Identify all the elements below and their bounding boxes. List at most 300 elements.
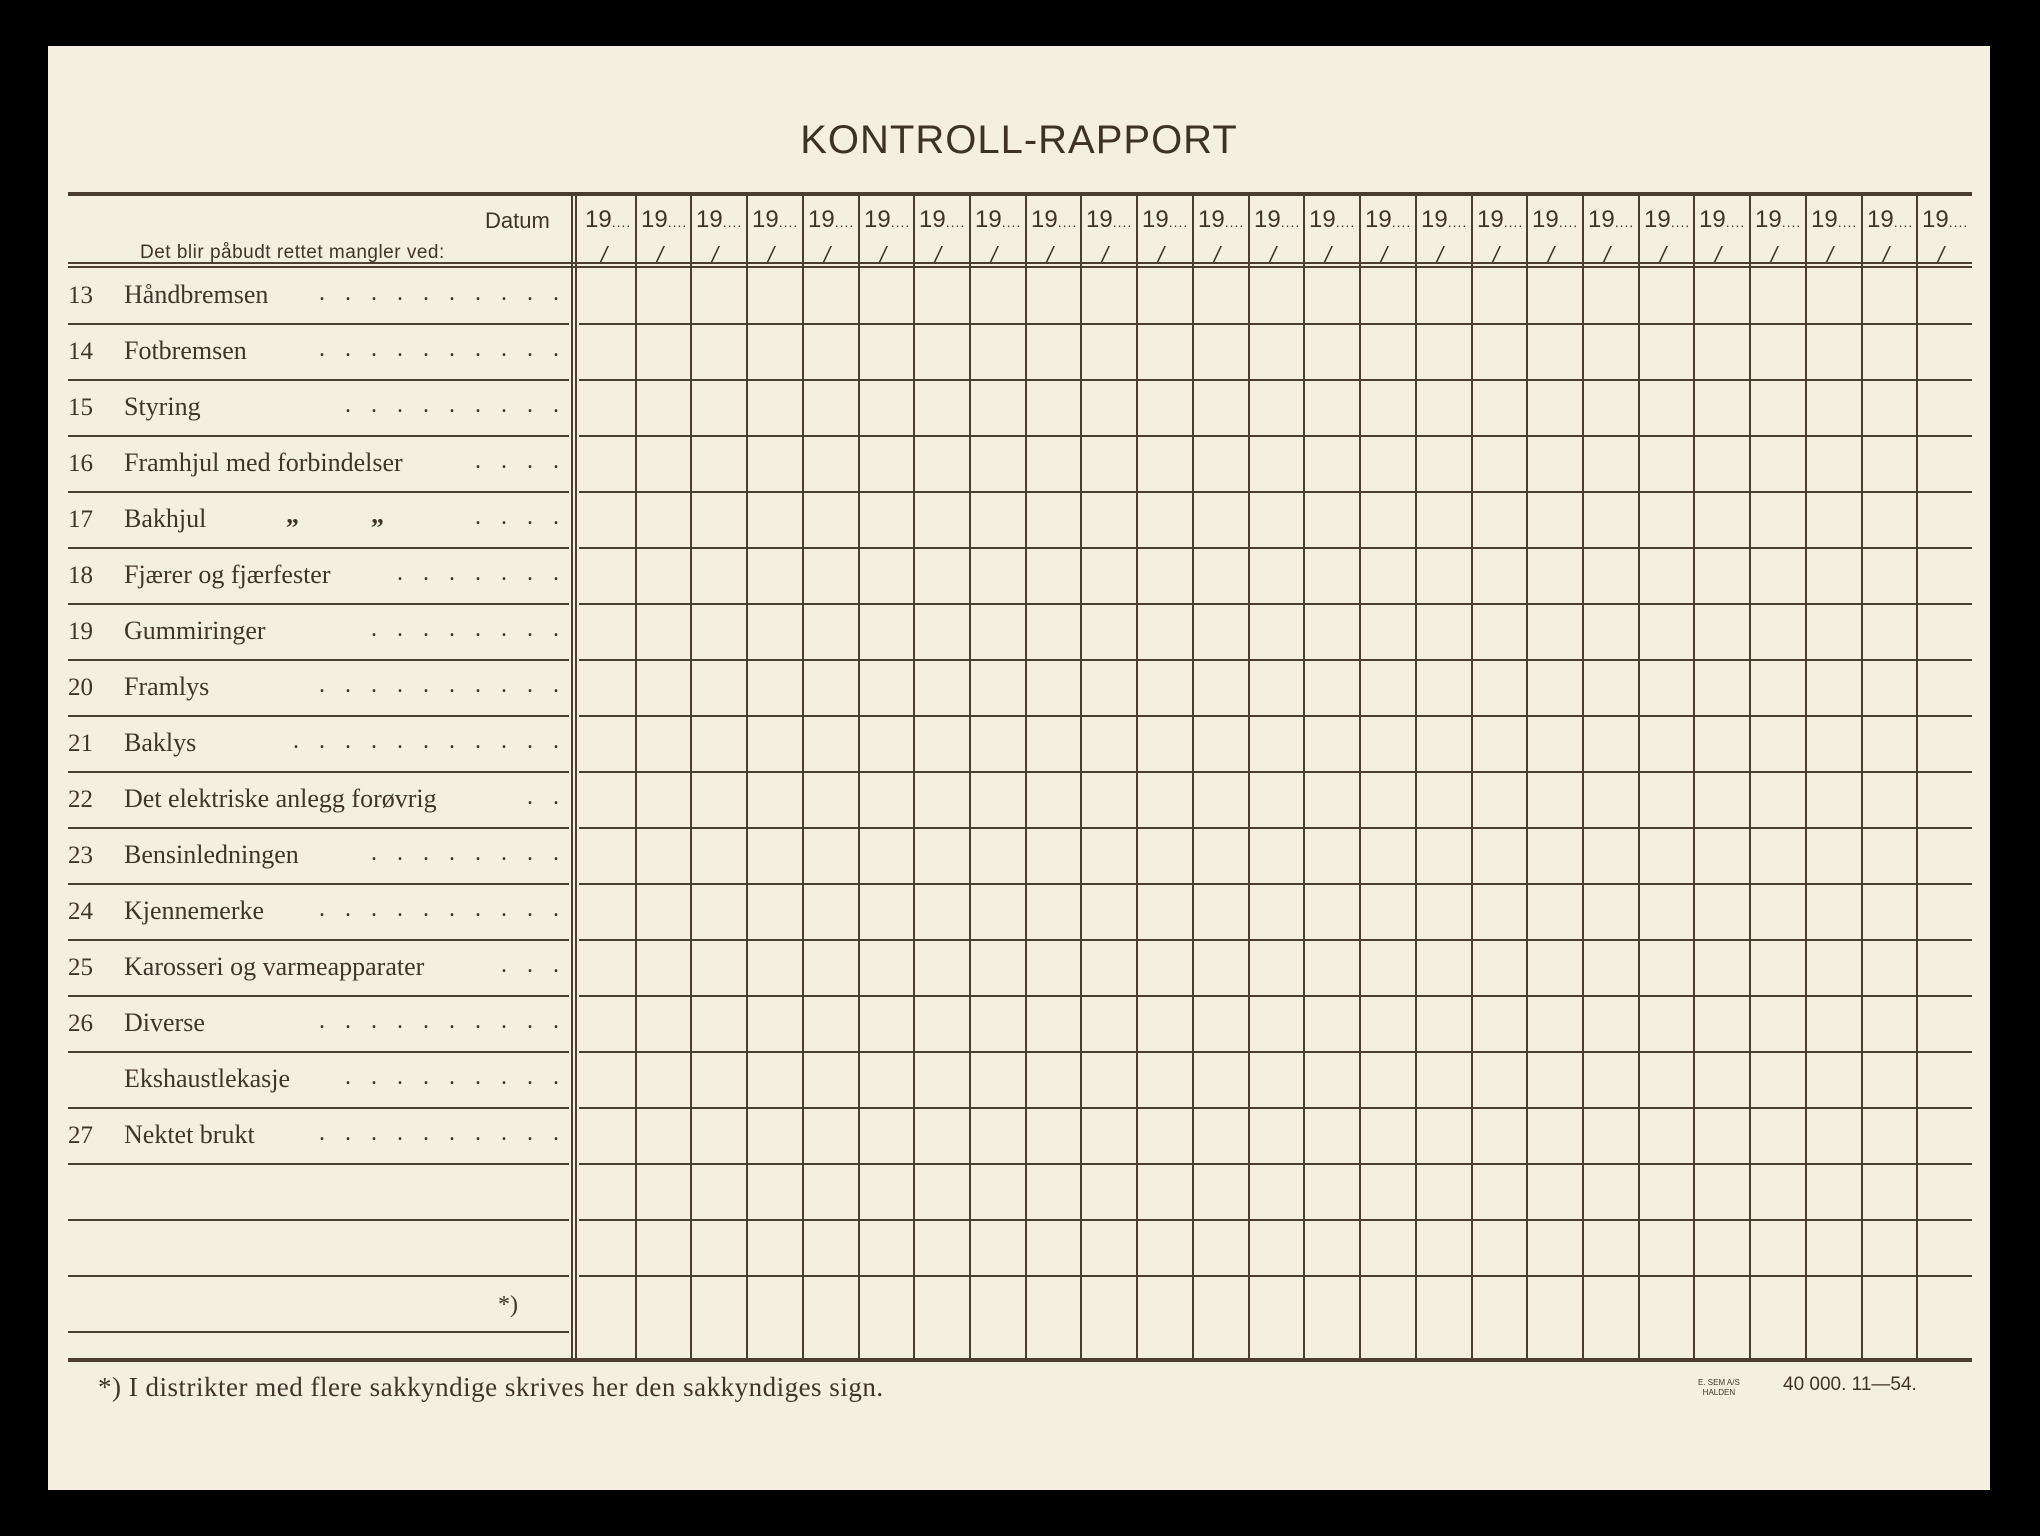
grid-cell[interactable] — [1751, 886, 1803, 938]
grid-cell[interactable] — [581, 326, 633, 378]
grid-cell[interactable] — [915, 382, 967, 434]
grid-cell[interactable] — [1695, 326, 1747, 378]
grid-cell[interactable] — [915, 494, 967, 546]
grid-cell[interactable] — [1361, 606, 1413, 658]
grid-cell[interactable] — [1082, 830, 1134, 882]
grid-cell[interactable] — [1417, 606, 1469, 658]
grid-cell[interactable] — [915, 1278, 967, 1330]
grid-cell[interactable] — [1194, 774, 1246, 826]
grid-cell[interactable] — [581, 886, 633, 938]
grid-cell[interactable] — [1305, 382, 1357, 434]
grid-cell[interactable] — [1027, 1110, 1079, 1162]
grid-cell[interactable] — [1194, 942, 1246, 994]
grid-cell[interactable] — [1138, 438, 1190, 490]
grid-cell[interactable] — [1584, 998, 1636, 1050]
grid-cell[interactable] — [1863, 270, 1915, 322]
grid-cell[interactable] — [1305, 774, 1357, 826]
grid-cell[interactable] — [1027, 270, 1079, 322]
grid-cell[interactable] — [915, 326, 967, 378]
grid-cell[interactable] — [748, 438, 800, 490]
grid-cell[interactable] — [1863, 606, 1915, 658]
grid-cell[interactable] — [1584, 886, 1636, 938]
grid-cell[interactable] — [1751, 1278, 1803, 1330]
grid-cell[interactable] — [1082, 662, 1134, 714]
grid-cell[interactable] — [1305, 606, 1357, 658]
grid-cell[interactable] — [804, 942, 856, 994]
grid-cell[interactable] — [1138, 494, 1190, 546]
grid-cell[interactable] — [1918, 438, 1970, 490]
grid-cell[interactable] — [1417, 382, 1469, 434]
grid-cell[interactable] — [637, 774, 689, 826]
grid-cell[interactable] — [1027, 606, 1079, 658]
grid-cell[interactable] — [1305, 830, 1357, 882]
grid-cell[interactable] — [1138, 718, 1190, 770]
grid-cell[interactable] — [1305, 1222, 1357, 1274]
grid-cell[interactable] — [1584, 326, 1636, 378]
grid-cell[interactable] — [915, 830, 967, 882]
grid-cell[interactable] — [915, 942, 967, 994]
grid-cell[interactable] — [1584, 494, 1636, 546]
grid-cell[interactable] — [581, 1222, 633, 1274]
grid-cell[interactable] — [1918, 326, 1970, 378]
grid-cell[interactable] — [1473, 550, 1525, 602]
grid-cell[interactable] — [1695, 382, 1747, 434]
grid-cell[interactable] — [804, 606, 856, 658]
grid-cell[interactable] — [1473, 662, 1525, 714]
grid-cell[interactable] — [1528, 1110, 1580, 1162]
grid-cell[interactable] — [1082, 1054, 1134, 1106]
grid-cell[interactable] — [581, 830, 633, 882]
grid-cell[interactable] — [1361, 1222, 1413, 1274]
grid-cell[interactable] — [915, 606, 967, 658]
grid-cell[interactable] — [1863, 718, 1915, 770]
grid-cell[interactable] — [1751, 438, 1803, 490]
grid-cell[interactable] — [1305, 886, 1357, 938]
grid-cell[interactable] — [1584, 718, 1636, 770]
grid-cell[interactable] — [1082, 886, 1134, 938]
grid-cell[interactable] — [1751, 270, 1803, 322]
grid-cell[interactable] — [1417, 942, 1469, 994]
grid-cell[interactable] — [860, 270, 912, 322]
grid-cell[interactable] — [692, 550, 744, 602]
grid-cell[interactable] — [1027, 662, 1079, 714]
grid-cell[interactable] — [1417, 774, 1469, 826]
grid-cell[interactable] — [1473, 326, 1525, 378]
grid-cell[interactable] — [1417, 886, 1469, 938]
grid-cell[interactable] — [1027, 550, 1079, 602]
grid-cell[interactable] — [1640, 1110, 1692, 1162]
grid-cell[interactable] — [1027, 886, 1079, 938]
grid-cell[interactable] — [1528, 942, 1580, 994]
grid-cell[interactable] — [1640, 718, 1692, 770]
grid-cell[interactable] — [1417, 270, 1469, 322]
grid-cell[interactable] — [692, 998, 744, 1050]
grid-cell[interactable] — [1250, 1110, 1302, 1162]
grid-cell[interactable] — [1305, 438, 1357, 490]
grid-cell[interactable] — [804, 438, 856, 490]
grid-cell[interactable] — [1751, 326, 1803, 378]
grid-cell[interactable] — [748, 662, 800, 714]
grid-cell[interactable] — [1473, 494, 1525, 546]
grid-cell[interactable] — [1082, 998, 1134, 1050]
grid-cell[interactable] — [581, 606, 633, 658]
grid-cell[interactable] — [1138, 998, 1190, 1050]
grid-cell[interactable] — [637, 550, 689, 602]
grid-cell[interactable] — [1361, 998, 1413, 1050]
grid-cell[interactable] — [1695, 942, 1747, 994]
grid-cell[interactable] — [1250, 662, 1302, 714]
grid-cell[interactable] — [692, 830, 744, 882]
grid-cell[interactable] — [860, 1222, 912, 1274]
grid-cell[interactable] — [1528, 326, 1580, 378]
grid-cell[interactable] — [1751, 662, 1803, 714]
grid-cell[interactable] — [1807, 326, 1859, 378]
grid-cell[interactable] — [804, 830, 856, 882]
grid-cell[interactable] — [1361, 382, 1413, 434]
grid-cell[interactable] — [748, 942, 800, 994]
grid-cell[interactable] — [1528, 774, 1580, 826]
grid-cell[interactable] — [1640, 662, 1692, 714]
grid-cell[interactable] — [1194, 550, 1246, 602]
grid-cell[interactable] — [1695, 886, 1747, 938]
grid-cell[interactable] — [1473, 774, 1525, 826]
grid-cell[interactable] — [971, 942, 1023, 994]
grid-cell[interactable] — [637, 1278, 689, 1330]
grid-cell[interactable] — [637, 886, 689, 938]
grid-cell[interactable] — [581, 1110, 633, 1162]
grid-cell[interactable] — [1361, 774, 1413, 826]
grid-cell[interactable] — [637, 942, 689, 994]
grid-cell[interactable] — [1640, 774, 1692, 826]
grid-cell[interactable] — [915, 550, 967, 602]
grid-cell[interactable] — [1082, 774, 1134, 826]
grid-cell[interactable] — [1918, 1278, 1970, 1330]
grid-cell[interactable] — [1194, 1110, 1246, 1162]
grid-cell[interactable] — [1695, 774, 1747, 826]
grid-cell[interactable] — [1807, 662, 1859, 714]
grid-cell[interactable] — [1695, 1110, 1747, 1162]
grid-cell[interactable] — [1751, 1110, 1803, 1162]
grid-cell[interactable] — [1751, 998, 1803, 1050]
grid-cell[interactable] — [1695, 830, 1747, 882]
grid-cell[interactable] — [692, 270, 744, 322]
grid-cell[interactable] — [748, 550, 800, 602]
grid-cell[interactable] — [1863, 662, 1915, 714]
grid-cell[interactable] — [1640, 438, 1692, 490]
grid-cell[interactable] — [1584, 830, 1636, 882]
grid-cell[interactable] — [1305, 1054, 1357, 1106]
grid-cell[interactable] — [915, 270, 967, 322]
grid-cell[interactable] — [1417, 998, 1469, 1050]
grid-cell[interactable] — [1695, 1166, 1747, 1218]
grid-cell[interactable] — [1194, 886, 1246, 938]
grid-cell[interactable] — [1473, 886, 1525, 938]
grid-cell[interactable] — [1027, 942, 1079, 994]
grid-cell[interactable] — [1584, 270, 1636, 322]
grid-cell[interactable] — [1807, 1166, 1859, 1218]
grid-cell[interactable] — [1528, 886, 1580, 938]
grid-cell[interactable] — [1584, 1278, 1636, 1330]
grid-cell[interactable] — [860, 1054, 912, 1106]
grid-cell[interactable] — [1138, 270, 1190, 322]
grid-cell[interactable] — [637, 270, 689, 322]
grid-cell[interactable] — [1807, 886, 1859, 938]
grid-cell[interactable] — [581, 550, 633, 602]
grid-cell[interactable] — [1863, 1222, 1915, 1274]
grid-cell[interactable] — [692, 1222, 744, 1274]
grid-cell[interactable] — [804, 774, 856, 826]
grid-cell[interactable] — [1918, 662, 1970, 714]
grid-cell[interactable] — [860, 550, 912, 602]
grid-cell[interactable] — [1640, 606, 1692, 658]
grid-cell[interactable] — [1807, 998, 1859, 1050]
grid-cell[interactable] — [1751, 1222, 1803, 1274]
grid-cell[interactable] — [637, 830, 689, 882]
grid-cell[interactable] — [1027, 1166, 1079, 1218]
grid-cell[interactable] — [1250, 494, 1302, 546]
grid-cell[interactable] — [1138, 1110, 1190, 1162]
grid-cell[interactable] — [1863, 886, 1915, 938]
grid-cell[interactable] — [1082, 718, 1134, 770]
grid-cell[interactable] — [860, 326, 912, 378]
grid-cell[interactable] — [1863, 326, 1915, 378]
grid-cell[interactable] — [1250, 550, 1302, 602]
grid-cell[interactable] — [581, 382, 633, 434]
grid-cell[interactable] — [915, 662, 967, 714]
grid-cell[interactable] — [1528, 1054, 1580, 1106]
grid-cell[interactable] — [1082, 326, 1134, 378]
grid-cell[interactable] — [1138, 1278, 1190, 1330]
grid-cell[interactable] — [1250, 1222, 1302, 1274]
grid-cell[interactable] — [1250, 942, 1302, 994]
grid-cell[interactable] — [1138, 606, 1190, 658]
grid-cell[interactable] — [1695, 494, 1747, 546]
grid-cell[interactable] — [1918, 1222, 1970, 1274]
grid-cell[interactable] — [971, 774, 1023, 826]
grid-cell[interactable] — [692, 662, 744, 714]
grid-cell[interactable] — [1473, 1278, 1525, 1330]
grid-cell[interactable] — [804, 998, 856, 1050]
grid-cell[interactable] — [1584, 382, 1636, 434]
grid-cell[interactable] — [1194, 1278, 1246, 1330]
grid-cell[interactable] — [637, 662, 689, 714]
grid-cell[interactable] — [1584, 1222, 1636, 1274]
grid-cell[interactable] — [1528, 1166, 1580, 1218]
grid-cell[interactable] — [1807, 1054, 1859, 1106]
grid-cell[interactable] — [1918, 886, 1970, 938]
grid-cell[interactable] — [1361, 326, 1413, 378]
grid-cell[interactable] — [1250, 1054, 1302, 1106]
grid-cell[interactable] — [1473, 1166, 1525, 1218]
grid-cell[interactable] — [1027, 774, 1079, 826]
grid-cell[interactable] — [915, 1166, 967, 1218]
grid-cell[interactable] — [860, 1166, 912, 1218]
grid-cell[interactable] — [915, 1222, 967, 1274]
grid-cell[interactable] — [1528, 718, 1580, 770]
grid-cell[interactable] — [1082, 606, 1134, 658]
grid-cell[interactable] — [1584, 774, 1636, 826]
grid-cell[interactable] — [1250, 438, 1302, 490]
grid-cell[interactable] — [1250, 998, 1302, 1050]
grid-cell[interactable] — [1138, 1166, 1190, 1218]
grid-cell[interactable] — [1528, 550, 1580, 602]
grid-cell[interactable] — [581, 1054, 633, 1106]
grid-cell[interactable] — [637, 718, 689, 770]
grid-cell[interactable] — [1695, 606, 1747, 658]
grid-cell[interactable] — [1361, 550, 1413, 602]
grid-cell[interactable] — [1640, 998, 1692, 1050]
grid-cell[interactable] — [1138, 774, 1190, 826]
grid-cell[interactable] — [1863, 998, 1915, 1050]
grid-cell[interactable] — [1305, 998, 1357, 1050]
grid-cell[interactable] — [804, 382, 856, 434]
grid-cell[interactable] — [692, 942, 744, 994]
grid-cell[interactable] — [692, 774, 744, 826]
grid-cell[interactable] — [860, 942, 912, 994]
grid-cell[interactable] — [1528, 1278, 1580, 1330]
grid-cell[interactable] — [971, 326, 1023, 378]
grid-cell[interactable] — [692, 886, 744, 938]
grid-cell[interactable] — [1863, 1278, 1915, 1330]
grid-cell[interactable] — [637, 606, 689, 658]
grid-cell[interactable] — [692, 326, 744, 378]
grid-cell[interactable] — [637, 494, 689, 546]
grid-cell[interactable] — [1194, 1222, 1246, 1274]
grid-cell[interactable] — [1584, 606, 1636, 658]
grid-cell[interactable] — [637, 1222, 689, 1274]
grid-cell[interactable] — [581, 662, 633, 714]
grid-cell[interactable] — [1027, 1278, 1079, 1330]
grid-cell[interactable] — [1417, 1054, 1469, 1106]
grid-cell[interactable] — [1640, 326, 1692, 378]
grid-cell[interactable] — [1250, 382, 1302, 434]
grid-cell[interactable] — [971, 886, 1023, 938]
grid-cell[interactable] — [581, 1278, 633, 1330]
grid-cell[interactable] — [915, 438, 967, 490]
grid-cell[interactable] — [637, 382, 689, 434]
grid-cell[interactable] — [1863, 1110, 1915, 1162]
grid-cell[interactable] — [1138, 1222, 1190, 1274]
grid-cell[interactable] — [1807, 494, 1859, 546]
grid-cell[interactable] — [1640, 382, 1692, 434]
grid-cell[interactable] — [1194, 830, 1246, 882]
grid-cell[interactable] — [1751, 830, 1803, 882]
grid-cell[interactable] — [971, 1166, 1023, 1218]
grid-cell[interactable] — [1695, 662, 1747, 714]
grid-cell[interactable] — [1361, 662, 1413, 714]
grid-cell[interactable] — [1194, 382, 1246, 434]
grid-cell[interactable] — [1863, 550, 1915, 602]
grid-cell[interactable] — [1528, 270, 1580, 322]
grid-cell[interactable] — [1138, 942, 1190, 994]
grid-cell[interactable] — [1082, 942, 1134, 994]
grid-cell[interactable] — [1250, 1278, 1302, 1330]
grid-cell[interactable] — [1807, 830, 1859, 882]
grid-cell[interactable] — [1640, 1166, 1692, 1218]
grid-cell[interactable] — [1082, 438, 1134, 490]
grid-cell[interactable] — [860, 998, 912, 1050]
grid-cell[interactable] — [1473, 718, 1525, 770]
grid-cell[interactable] — [804, 550, 856, 602]
grid-cell[interactable] — [1695, 1222, 1747, 1274]
grid-cell[interactable] — [1807, 382, 1859, 434]
grid-cell[interactable] — [1807, 1222, 1859, 1274]
grid-cell[interactable] — [748, 270, 800, 322]
grid-cell[interactable] — [1751, 494, 1803, 546]
grid-cell[interactable] — [581, 270, 633, 322]
grid-cell[interactable] — [1305, 550, 1357, 602]
grid-cell[interactable] — [971, 1054, 1023, 1106]
grid-cell[interactable] — [1417, 718, 1469, 770]
grid-cell[interactable] — [804, 718, 856, 770]
grid-cell[interactable] — [1250, 886, 1302, 938]
grid-cell[interactable] — [1918, 998, 1970, 1050]
grid-cell[interactable] — [1194, 718, 1246, 770]
grid-cell[interactable] — [971, 494, 1023, 546]
grid-cell[interactable] — [1640, 270, 1692, 322]
grid-cell[interactable] — [1918, 270, 1970, 322]
grid-cell[interactable] — [748, 886, 800, 938]
grid-cell[interactable] — [1027, 1054, 1079, 1106]
grid-cell[interactable] — [1584, 1110, 1636, 1162]
grid-cell[interactable] — [1695, 550, 1747, 602]
grid-cell[interactable] — [581, 942, 633, 994]
grid-cell[interactable] — [1528, 438, 1580, 490]
grid-cell[interactable] — [1751, 382, 1803, 434]
grid-cell[interactable] — [1473, 382, 1525, 434]
grid-cell[interactable] — [1640, 550, 1692, 602]
grid-cell[interactable] — [1417, 438, 1469, 490]
grid-cell[interactable] — [1194, 998, 1246, 1050]
grid-cell[interactable] — [748, 774, 800, 826]
grid-cell[interactable] — [1138, 326, 1190, 378]
grid-cell[interactable] — [1082, 1110, 1134, 1162]
grid-cell[interactable] — [1751, 1166, 1803, 1218]
grid-cell[interactable] — [1417, 1110, 1469, 1162]
grid-cell[interactable] — [1528, 830, 1580, 882]
grid-cell[interactable] — [1863, 438, 1915, 490]
grid-cell[interactable] — [971, 438, 1023, 490]
grid-cell[interactable] — [1361, 1278, 1413, 1330]
grid-cell[interactable] — [1082, 382, 1134, 434]
grid-cell[interactable] — [860, 606, 912, 658]
grid-cell[interactable] — [1807, 774, 1859, 826]
grid-cell[interactable] — [692, 494, 744, 546]
grid-cell[interactable] — [971, 606, 1023, 658]
grid-cell[interactable] — [692, 1110, 744, 1162]
grid-cell[interactable] — [860, 1110, 912, 1162]
grid-cell[interactable] — [1194, 326, 1246, 378]
grid-cell[interactable] — [1695, 998, 1747, 1050]
grid-cell[interactable] — [748, 1166, 800, 1218]
grid-cell[interactable] — [1640, 494, 1692, 546]
grid-cell[interactable] — [1640, 886, 1692, 938]
grid-cell[interactable] — [1918, 494, 1970, 546]
grid-cell[interactable] — [748, 830, 800, 882]
grid-cell[interactable] — [1807, 270, 1859, 322]
grid-cell[interactable] — [1027, 998, 1079, 1050]
grid-cell[interactable] — [1082, 494, 1134, 546]
grid-cell[interactable] — [804, 326, 856, 378]
grid-cell[interactable] — [1082, 1278, 1134, 1330]
grid-cell[interactable] — [1361, 1166, 1413, 1218]
grid-cell[interactable] — [748, 1054, 800, 1106]
grid-cell[interactable] — [1194, 438, 1246, 490]
grid-cell[interactable] — [971, 830, 1023, 882]
grid-cell[interactable] — [971, 550, 1023, 602]
grid-cell[interactable] — [1584, 1054, 1636, 1106]
grid-cell[interactable] — [637, 998, 689, 1050]
